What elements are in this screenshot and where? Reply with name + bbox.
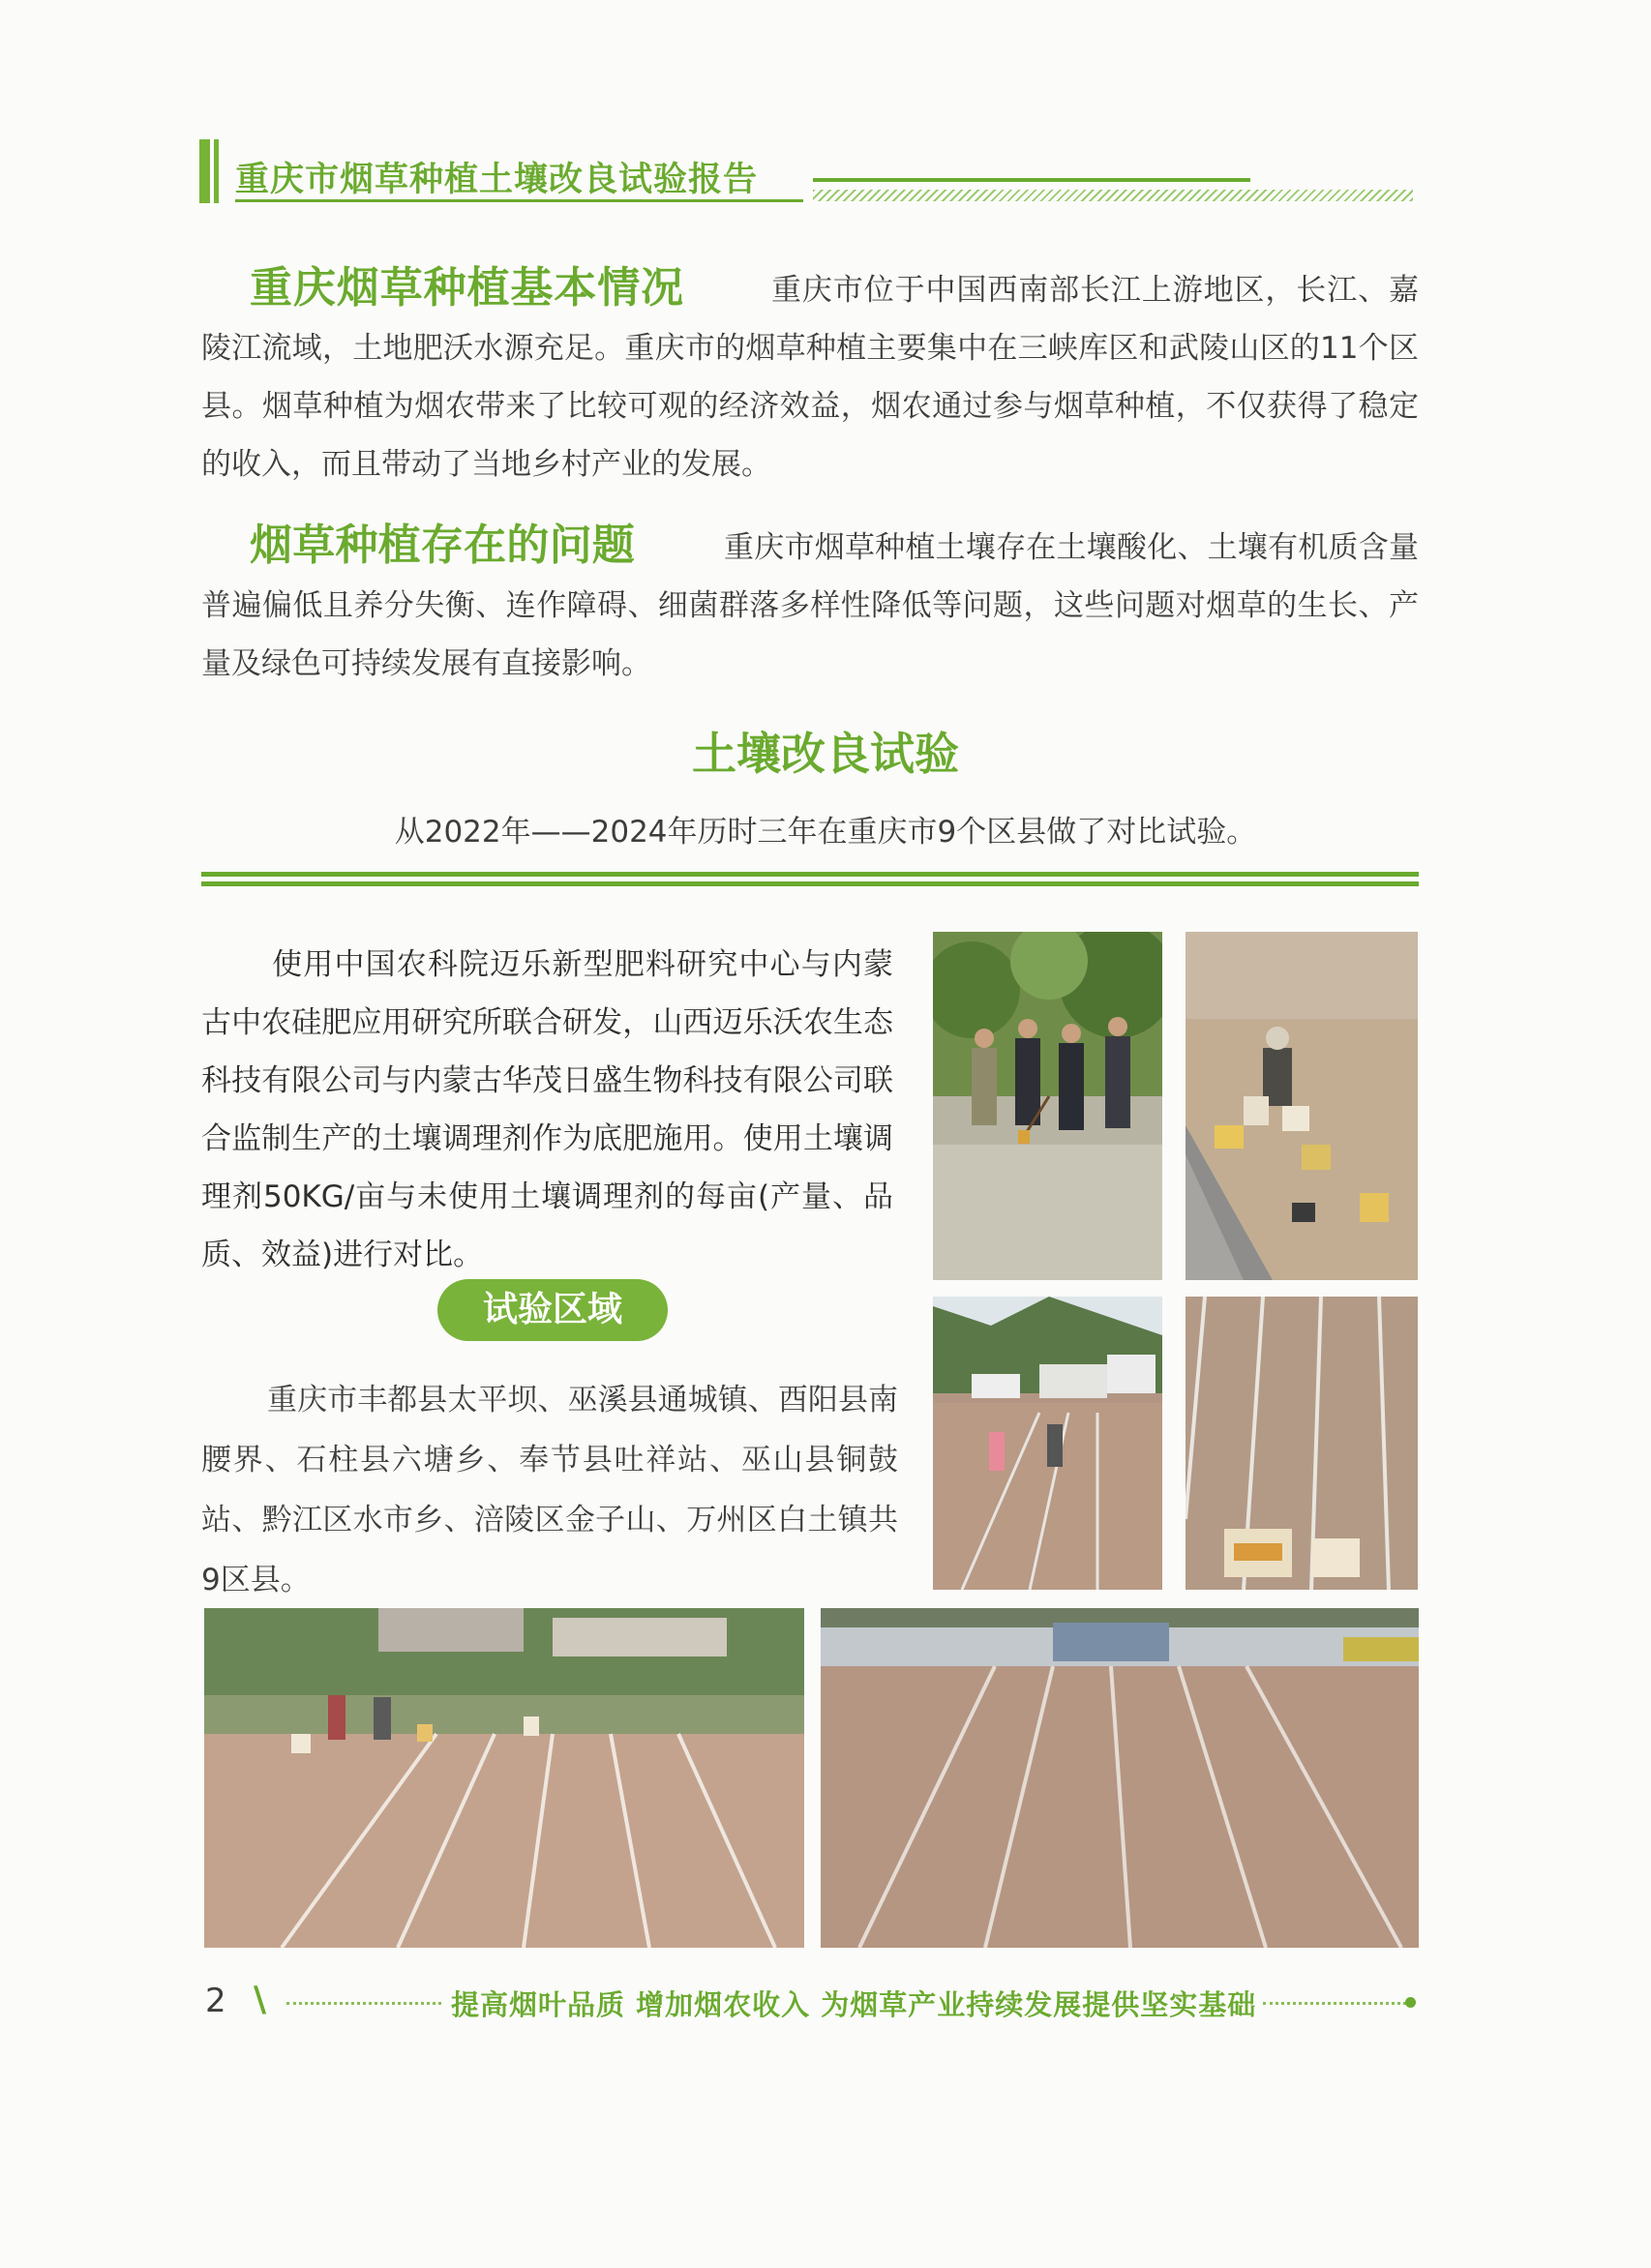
trial-heading: 土壤改良试验 (692, 728, 959, 780)
photo-worker-applying-fertilizer (1186, 932, 1418, 1280)
footer-dot-ornament (1405, 1997, 1416, 2008)
header-accent-bar (199, 139, 210, 203)
photo-furrowed-field-greenhouses (821, 1608, 1419, 1948)
trial-area-body: 重庆市丰都县太平坝、巫溪县通城镇、酉阳县南腰界、石柱县六塘乡、奉节县吐祥站、巫山县铜鼓站、黔江区水市乡、涪陵区金子山、万州区白土镇共9区县。 (201, 1383, 898, 1597)
photo-workers-wide-field (204, 1608, 804, 1948)
photo-village-field (933, 1297, 1162, 1590)
page-number: 2 (205, 1982, 226, 2020)
trial-area-paragraph (201, 1370, 898, 1610)
footer-dotted-line (286, 2002, 441, 2005)
method-body: 使用中国农科院迈乐新型肥料研究中心与内蒙古中农硅肥应用研究所联合研发，山西迈乐沃农生态科技有限公司与内蒙古华茂日盛生物科技有限公司联合监制生产的土壤调理剂作为底肥施用。使用土壤调理剂50KG/亩与未使用土壤调理剂的每亩(产量、品质、效益)进行对比。 (201, 947, 893, 1272)
section-heading: 烟草种植存在的问题 (250, 521, 636, 570)
section-divider (201, 872, 1419, 877)
title-underline (235, 199, 803, 202)
header-hatch-pattern (813, 190, 1413, 201)
footer-slogan: 提高烟叶品质 增加烟农收入 为烟草产业持续发展提供坚实基础 (451, 1988, 1257, 2021)
section-body: 重庆市烟草种植土壤存在土壤酸化、土壤有机质含量普遍偏低且养分失衡、连作障碍、细菌群落多样性降低等问题，这些问题对烟草的生长、产量及绿色可持续发展有直接影响。 (201, 530, 1420, 681)
section-problems (201, 517, 1419, 693)
header-rule (813, 178, 1250, 182)
photo-group-in-field (933, 932, 1162, 1280)
footer-slash-ornament: \ (254, 1980, 267, 2019)
section-body: 重庆市位于中国西南部长江上游地区，长江、嘉陵江流域，土地肥沃水源充足。重庆市的烟草种植主要集中在三峡库区和武陵山区的11个区县。烟草种植为烟农带来了比较可观的经济效益，烟农通过参与烟草种植，不仅获得了稳定的收入，而且带动了当地乡村产业的发展。 (201, 273, 1419, 482)
section-basic-situation (201, 259, 1419, 493)
photo-furrows-bags (1186, 1297, 1418, 1590)
trial-area-badge: 试验区域 (437, 1279, 668, 1341)
trial-subtitle: 从2022年——2024年历时三年在重庆市9个区县做了对比试验。 (394, 815, 1257, 850)
header-accent-bar-thin (214, 139, 219, 203)
section-divider (201, 881, 1419, 886)
section-heading: 重庆烟草种植基本情况 (250, 263, 684, 313)
method-paragraph (201, 936, 893, 1284)
report-title: 重庆市烟草种植土壤改良试验报告 (235, 161, 759, 199)
footer-dotted-line (1263, 2002, 1406, 2005)
